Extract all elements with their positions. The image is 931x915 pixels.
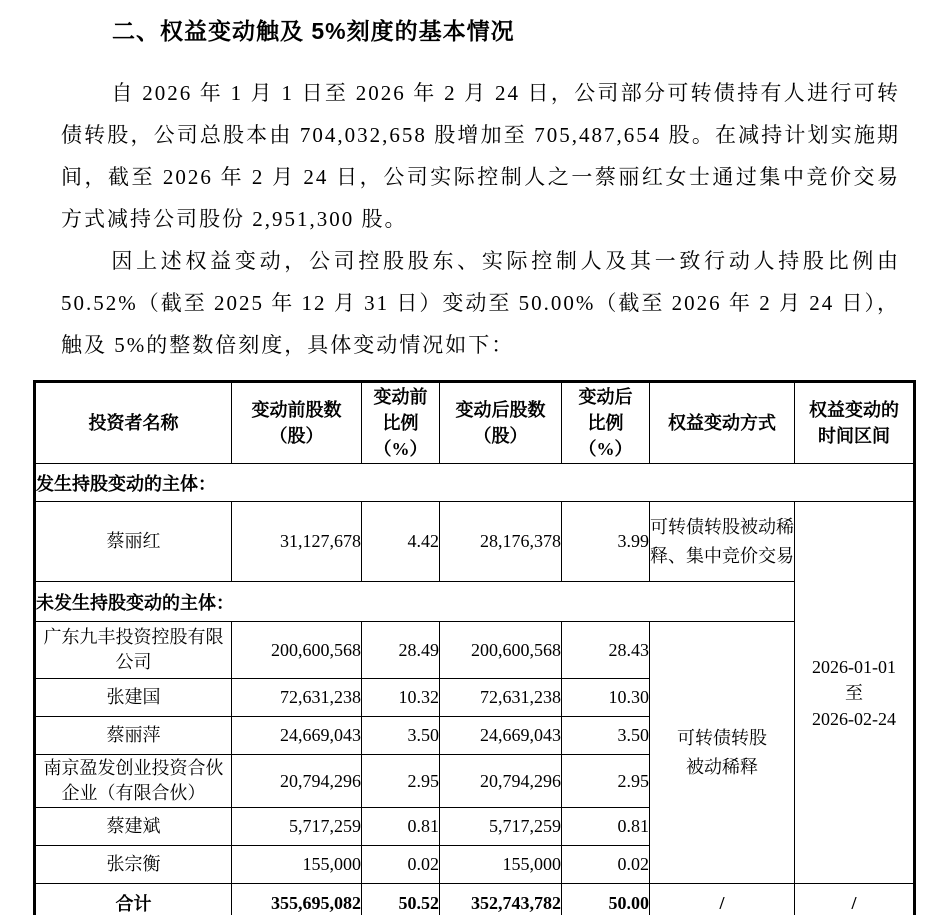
shares-after: 24,669,043 — [440, 717, 562, 755]
shares-after: 5,717,259 — [440, 808, 562, 846]
change-method-merged-cell: 可转债转股 被动稀释 — [650, 622, 795, 884]
total-label: 合计 — [35, 884, 232, 915]
total-period-slash: / — [795, 884, 915, 915]
paragraph-share-change: 自 2026 年 1 月 1 日至 2026 年 2 月 24 日，公司部分可转债持有人进行可转债转股，公司总股本由 704,032,658 股增加至 705,487,654 股。在减持计划实施期间，截至 2026 年 2 月 24 日，公司实际控制人之一蔡丽红女士通过集中竞价交易方式减持公司股份 2,951,300 股。 — [61, 81, 900, 231]
investor-name: 张宗衡 — [35, 846, 232, 884]
equity-change-table — [33, 380, 916, 915]
shares-before: 31,127,678 — [232, 502, 362, 582]
table-row-total — [35, 884, 915, 915]
total-pct-before: 50.52 — [362, 884, 440, 915]
pct-before: 28.49 — [362, 622, 440, 679]
section-row-changed-holders — [35, 464, 915, 502]
paragraph-ratio-change: 因上述权益变动，公司控股股东、实际控制人及其一致行动人持股比例由 50.52%（截至 2025 年 12 月 31 日）变动至 50.00%（截至 2026 年 2 月 24 日），触及 5%的整数倍刻度，具体变动情况如下： — [61, 249, 900, 357]
section-heading: 二、权益变动触及 5%刻度的基本情况 — [112, 18, 515, 44]
table-header-row — [35, 382, 915, 464]
col-header-change-method: 权益变动方式 — [650, 382, 795, 464]
col-header-investor-name: 投资者名称 — [35, 382, 232, 464]
investor-name: 张建国 — [35, 679, 232, 717]
shares-before: 5,717,259 — [232, 808, 362, 846]
pct-before: 4.42 — [362, 502, 440, 582]
shares-before: 20,794,296 — [232, 755, 362, 808]
col-header-pct-before: 变动前 比例 （%） — [362, 382, 440, 464]
investor-name: 广东九丰投资控股有限公司 — [35, 622, 232, 679]
pct-before: 2.95 — [362, 755, 440, 808]
col-header-shares-before: 变动前股数 （股） — [232, 382, 362, 464]
investor-name: 蔡建斌 — [35, 808, 232, 846]
pct-before: 10.32 — [362, 679, 440, 717]
pct-after: 3.50 — [562, 717, 650, 755]
shares-before: 155,000 — [232, 846, 362, 884]
section-label-changed: 发生持股变动的主体： — [35, 464, 915, 502]
pct-before: 0.81 — [362, 808, 440, 846]
shares-after: 72,631,238 — [440, 679, 562, 717]
pct-before: 3.50 — [362, 717, 440, 755]
pct-after: 0.02 — [562, 846, 650, 884]
shares-before: 72,631,238 — [232, 679, 362, 717]
investor-name: 蔡丽红 — [35, 502, 232, 582]
pct-before: 0.02 — [362, 846, 440, 884]
change-period-merged-cell — [795, 502, 915, 884]
col-header-pct-after: 变动后 比例 （%） — [562, 382, 650, 464]
investor-name: 蔡丽萍 — [35, 717, 232, 755]
period-end-date: 2026-02-24 — [812, 708, 896, 729]
section-label-unchanged: 未发生持股变动的主体： — [35, 582, 795, 622]
investor-name: 南京盈发创业投资合伙企业（有限合伙） — [35, 755, 232, 808]
shares-after: 155,000 — [440, 846, 562, 884]
pct-after: 2.95 — [562, 755, 650, 808]
total-shares-before: 355,695,082 — [232, 884, 362, 915]
total-pct-after: 50.00 — [562, 884, 650, 915]
total-shares-after: 352,743,782 — [440, 884, 562, 915]
period-to-label: 至 — [845, 682, 863, 703]
shares-after: 28,176,378 — [440, 502, 562, 582]
pct-after: 3.99 — [562, 502, 650, 582]
table-row-cailihong — [35, 502, 915, 582]
section-row-unchanged-holders — [35, 582, 915, 622]
pct-after: 10.30 — [562, 679, 650, 717]
col-header-change-period: 权益变动的 时间区间 — [795, 382, 915, 464]
pct-after: 28.43 — [562, 622, 650, 679]
col-header-shares-after: 变动后股数 （股） — [440, 382, 562, 464]
table-row-jiufeng — [35, 622, 915, 679]
shares-after: 20,794,296 — [440, 755, 562, 808]
total-method-slash: / — [650, 884, 795, 915]
shares-before: 24,669,043 — [232, 717, 362, 755]
period-start-date: 2026-01-01 — [812, 656, 896, 677]
shares-after: 200,600,568 — [440, 622, 562, 679]
pct-after: 0.81 — [562, 808, 650, 846]
change-method: 可转债转股被动稀释、集中竞价交易 — [650, 502, 795, 582]
shares-before: 200,600,568 — [232, 622, 362, 679]
